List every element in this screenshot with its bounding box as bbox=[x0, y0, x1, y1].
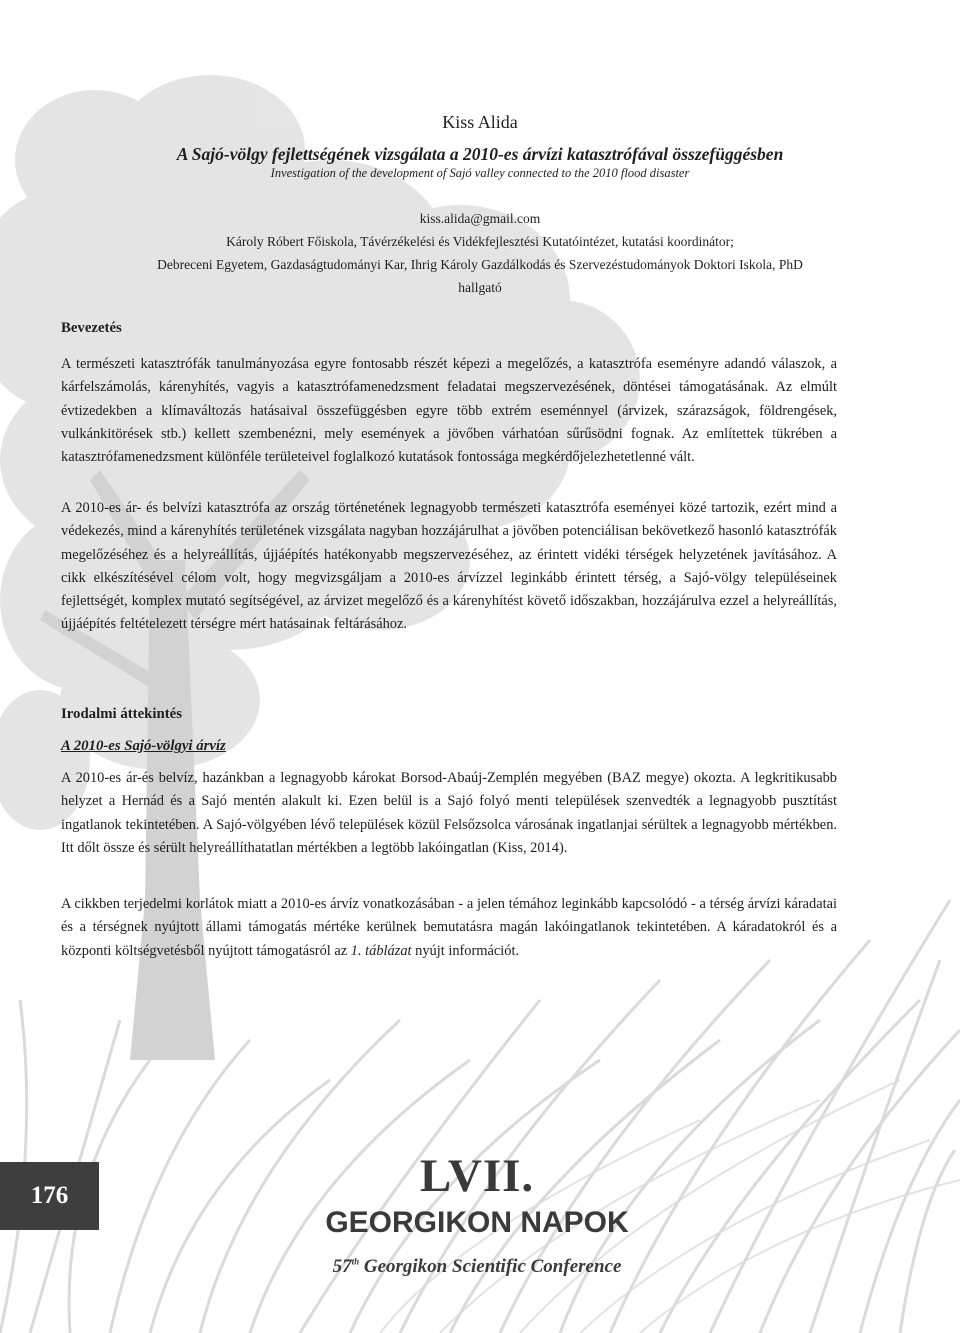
flood-paragraph-1: A 2010-es ár-és belvíz, hazánkban a legnagyobb károkat Borsod-Abaúj-Zemplén megyében (BAZ megye) okozta. A legkritikusabb helyzet a Hernád és a Sajó mentén alakult ki. Ezen belül is a Sajó folyó menti települések szenvedték a legnagyobb pusztítást ingatlanok tekintetében. A Sajó-völgyében lévő települések közül Felsőzsolca városának ingatlanjai sérültek a legnagyobb mértékben. Itt dőlt össze és sérült helyreállíthatatlan mértékben a legtöbb lakóingatlan (Kiss, 2014). bbox=[61, 770, 837, 856]
flood-paragraph-2-end: nyújt információt. bbox=[411, 942, 520, 959]
author-email[interactable]: kiss.alida@gmail.com bbox=[419, 211, 541, 226]
intro-paragraph-1: A természeti katasztrófák tanulmányozása egyre fontosabb részét képezi a megelőzés, a katasztrófa eseményre adandó válaszok, a kárfelszámolás, kárenyhítés, vagyis a katasztrófamenedzsment feladatai megszervezésének, döntései támogatásának. Az elmúlt évtizedekben a klímaváltozás hatásaival összefüggésben egyre több extrém eseménnyel (árvizek, szárazságok, földrengések, vulkánkitörések stb.) kellett szembenézni, mely események a jövőben várhatóan sűrűsödni fognak. Az említettek tükrében a katasztrófamenedzsment különféle területeivel foglalkozó kutatások fontossága megkérdőjelezhetetlenné vált. bbox=[61, 356, 837, 466]
affiliation-line-2: Debreceni Egyetem, Gazdaságtudományi Kar, Ihrig Károly Gazdálkodás és Szervezéstudományok Doktori Iskola, PhD bbox=[157, 257, 803, 272]
subsection-flood bbox=[61, 738, 837, 755]
author-affiliation bbox=[0, 207, 960, 299]
flood-heading: A 2010-es Sajó-völgyi árvíz bbox=[61, 738, 226, 754]
paper-title: A Sajó-völgy fejlettségének vizsgálata a 2010-es árvízi katasztrófával összefüggésben bbox=[176, 144, 784, 164]
flood-paragraph-1-block bbox=[61, 767, 837, 860]
table-reference[interactable]: 1. táblázat bbox=[350, 942, 412, 959]
affiliation-line-3: hallgató bbox=[458, 280, 502, 295]
section-literature bbox=[61, 706, 837, 723]
conference-name: GEORGIKON NAPOK bbox=[325, 1206, 629, 1239]
conference-en-rest: Georgikon Scientific Conference bbox=[359, 1256, 622, 1277]
page-number: 176 bbox=[30, 1182, 69, 1209]
author-name: Kiss Alida bbox=[442, 112, 518, 132]
flood-paragraph-2 bbox=[61, 893, 837, 963]
intro-paragraph-2-block bbox=[61, 497, 837, 637]
flood-paragraph-2-block bbox=[61, 893, 837, 963]
intro-paragraph-1-block bbox=[61, 353, 837, 469]
conference-en-suffix: th bbox=[351, 1256, 360, 1267]
page-number-box bbox=[0, 1162, 99, 1230]
conference-logo bbox=[286, 1150, 668, 1278]
conference-english-name bbox=[286, 1256, 668, 1278]
section-intro bbox=[61, 320, 837, 337]
intro-heading: Bevezetés bbox=[61, 320, 122, 336]
conference-en-number: 57 bbox=[332, 1256, 352, 1277]
paper-subtitle-english: Investigation of the development of Sajó valley connected to the 2010 flood disaster bbox=[270, 166, 690, 180]
flood-paragraph-2-start: A cikkben terjedelmi korlátok miatt a 2010-es árvíz vonatkozásában - a jelen témához leginkább kapcsolódó - a térség árvízi káradatai és a térségnek nyújtott állami támogatás mértéke kerülnek bemutatásra magán lakóingatlanok tekintetében. A káradatokról és a központi költségvetésből nyújtott támogatásról az bbox=[61, 896, 837, 959]
conference-number: LVII. bbox=[419, 1150, 535, 1202]
literature-heading: Irodalmi áttekintés bbox=[61, 706, 182, 722]
intro-paragraph-2: A 2010-es ár- és belvízi katasztrófa az ország történetének legnagyobb természeti katasztrófa eseményei közé tartozik, ezért mind a védekezés, mind a kárenyhítés területének vizsgálata nagyban hozzájárulhat a jövőben potenciálisan bekövetkező hasonló katasztrófák megelőzéséhez és a helyreállítás, újjáépítés hatékonyabb megszervezéséhez, az érintett vidéki térségek helyzetének javításához. A cikk elkészítésével célom volt, hogy megvizsgáljam a 2010-es árvízzel leginkább érintett térség, a Sajó-völgy településeinek fejlettségét, komplex mutató segítségével, az árvizet megelőző és a kárenyhítést követő időszakban, hozzájárulva ezzel a helyreállítás, újjáépítés feltételezett térségre mért hatásainak feltárásához. bbox=[61, 500, 837, 633]
affiliation-line-1: Károly Róbert Főiskola, Távérzékelési és Vidékfejlesztési Kutatóintézet, kutatási koordinátor; bbox=[226, 234, 734, 249]
